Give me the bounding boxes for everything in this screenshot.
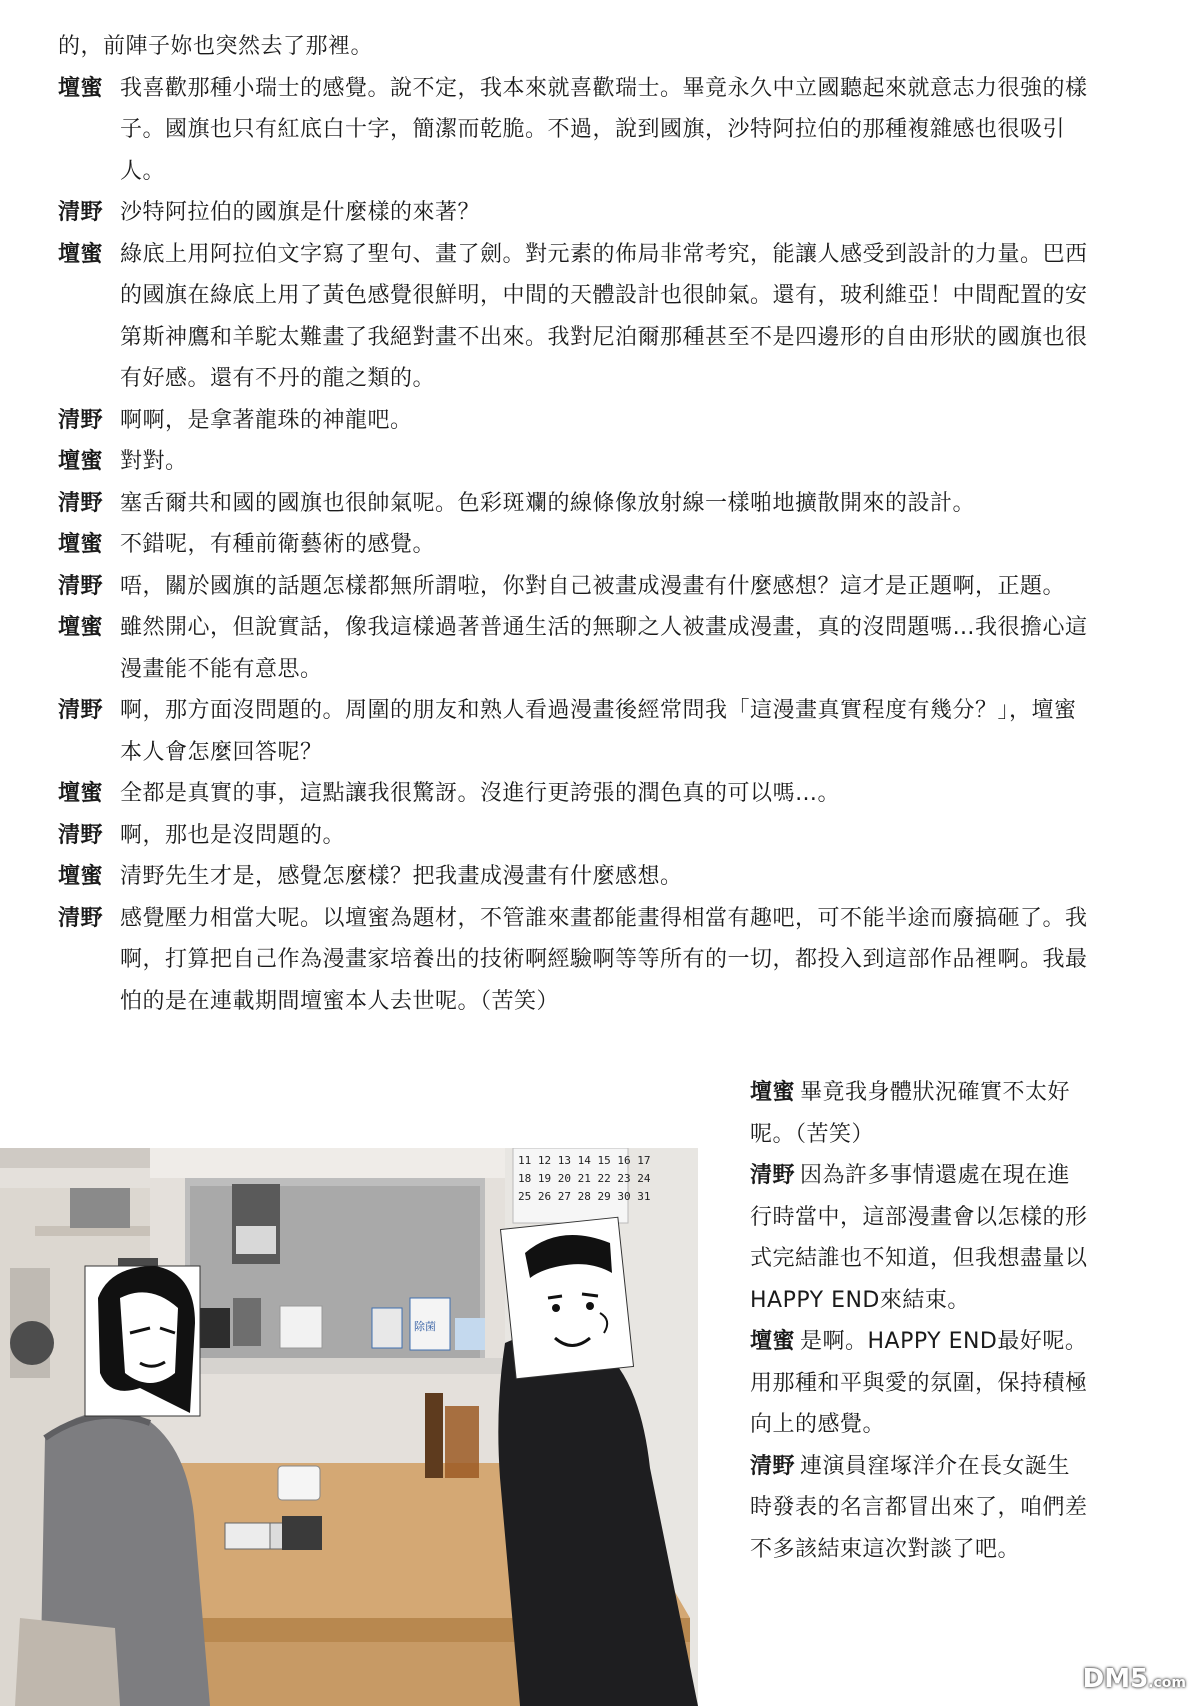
dialogue-text: 畢竟我身體狀況確實不太好呢。（苦笑） xyxy=(750,1080,1071,1147)
dialogue-text: 感覺壓力相當大呢。以壇蜜為題材，不管誰來畫都能畫得相當有趣吧，可不能半途而廢搞砸了。我啊，打算把自己作為漫畫家培養出的技術啊經驗啊等等所有的一切，都投入到這部作品裡啊。我最怕的是在連載期間壇蜜本人去世呢。（苦笑） xyxy=(120,905,1088,1014)
dialogue-text: 綠底上用阿拉伯文字寫了聖句、畫了劍。對元素的佈局非常考究，能讓人感受到設計的力量。巴西的國旗在綠底上用了黃色感覺很鮮明，中間的天體設計也很帥氣。還有，玻利維亞！中間配置的安第斯神鷹和羊駝太難畫了我絕對畫不出來。我對尼泊爾那種甚至不是四邊形的自由形狀的國旗也很有好感。還有不丹的龍之類的。 xyxy=(120,241,1088,391)
dialogue-column xyxy=(58,26,1088,1022)
watermark-brand: DM5 xyxy=(1082,1664,1149,1694)
speaker-name: 清野 xyxy=(58,698,104,723)
speaker-name: 壇蜜 xyxy=(58,864,104,889)
watermark-suffix: .com xyxy=(1148,1675,1186,1691)
speaker-name: 壇蜜 xyxy=(750,1329,796,1354)
speaker-name: 壇蜜 xyxy=(58,241,104,267)
calendar-row: 25 26 27 28 29 30 31 xyxy=(518,1190,651,1203)
dialogue-text: 沙特阿拉伯的國旗是什麼樣的來著？ xyxy=(120,200,481,225)
dialogue-line xyxy=(58,68,1088,193)
dialogue-text: 雖然開心，但說實話，像我這樣過著普通生活的無聊之人被畫成漫畫，真的沒問題嗎…我很擔心這漫畫能不能有意思。 xyxy=(120,615,1088,682)
dialogue-line xyxy=(750,1446,1090,1571)
dialogue-text: 唔，關於國旗的話題怎樣都無所謂啦，你對自己被畫成漫畫有什麼感想？這才是正題啊，正題。 xyxy=(120,573,1066,599)
interview-photo xyxy=(0,1148,698,1706)
dialogue-line xyxy=(58,607,1088,690)
dialogue-text: 全都是真實的事，這點讓我很驚訝。沒進行更誇張的潤色真的可以嗎…。 xyxy=(120,781,841,806)
box-label: 除菌 xyxy=(414,1320,436,1333)
speaker-name: 清野 xyxy=(58,407,104,433)
speaker-name: 清野 xyxy=(58,490,104,516)
dialogue-text: 啊，那也是沒問題的。 xyxy=(120,822,346,848)
calendar-row: 18 19 20 21 22 23 24 xyxy=(518,1172,651,1185)
dialogue-line xyxy=(58,441,1088,483)
speaker-name: 清野 xyxy=(58,200,104,225)
dialogue-text: 對對。 xyxy=(120,449,188,474)
dialogue-line xyxy=(750,1321,1090,1446)
dialogue-line xyxy=(750,1072,1090,1155)
dialogue-text: 是啊。HAPPY END最好呢。用那種和平與愛的氛圍，保持積極向上的感覺。 xyxy=(750,1329,1088,1437)
speaker-name: 清野 xyxy=(750,1163,796,1188)
watermark xyxy=(1083,1664,1186,1694)
dialogue-line xyxy=(58,773,1088,815)
speaker-name: 清野 xyxy=(58,905,104,931)
speaker-name: 壇蜜 xyxy=(58,781,104,806)
dialogue-line xyxy=(58,400,1088,442)
dialogue-line xyxy=(58,483,1088,525)
speaker-name: 壇蜜 xyxy=(750,1080,796,1105)
dialogue-line xyxy=(58,524,1088,566)
dialogue-text: 因為許多事情還處在現在進行時當中，這部漫畫會以怎樣的形式完結誰也不知道，但我想盡量以HAPPY END來結束。 xyxy=(750,1163,1088,1313)
dialogue-line xyxy=(58,815,1088,857)
speaker-name: 壇蜜 xyxy=(58,75,104,101)
dialogue-line xyxy=(750,1155,1090,1321)
dialogue-text: 塞舌爾共和國的國旗也很帥氣呢。色彩斑斕的線條像放射線一樣啪地擴散開來的設計。 xyxy=(120,490,976,516)
speaker-name: 壇蜜 xyxy=(58,449,104,474)
dialogue-text: 連演員窪塚洋介在長女誕生時發表的名言都冒出來了，咱們差不多該結束這次對談了吧。 xyxy=(750,1453,1088,1562)
dialogue-line xyxy=(58,856,1088,898)
dialogue-text: 啊啊，是拿著龍珠的神龍吧。 xyxy=(120,407,413,433)
calendar-row: 11 12 13 14 15 16 17 xyxy=(518,1154,651,1167)
dialogue-line xyxy=(58,192,1088,234)
dialogue-line xyxy=(58,898,1088,1023)
dialogue-line xyxy=(58,234,1088,400)
dialogue-line xyxy=(58,690,1088,773)
speaker-name: 清野 xyxy=(58,573,104,599)
dialogue-line: 的，前陣子妳也突然去了那裡。 xyxy=(58,34,374,59)
sidebar-dialogue xyxy=(750,1072,1090,1570)
photo-illustration xyxy=(0,1148,698,1706)
speaker-name: 壇蜜 xyxy=(58,532,104,557)
dialogue-text: 清野先生才是，感覺怎麼樣？把我畫成漫畫有什麼感想。 xyxy=(120,864,683,889)
speaker-name: 清野 xyxy=(58,822,104,848)
speaker-name: 清野 xyxy=(750,1453,796,1479)
dialogue-text: 不錯呢，有種前衛藝術的感覺。 xyxy=(120,532,436,557)
dialogue-text: 啊，那方面沒問題的。周圍的朋友和熟人看過漫畫後經常問我「這漫畫真實程度有幾分？」，壇蜜本人會怎麼回答呢？ xyxy=(120,698,1077,765)
dialogue-text: 我喜歡那種小瑞士的感覺。說不定，我本來就喜歡瑞士。畢竟永久中立國聽起來就意志力很強的樣子。國旗也只有紅底白十字，簡潔而乾脆。不過，說到國旗，沙特阿拉伯的那種複雜感也很吸引人。 xyxy=(120,75,1088,184)
dialogue-line xyxy=(58,566,1088,608)
speaker-name: 壇蜜 xyxy=(58,615,104,640)
